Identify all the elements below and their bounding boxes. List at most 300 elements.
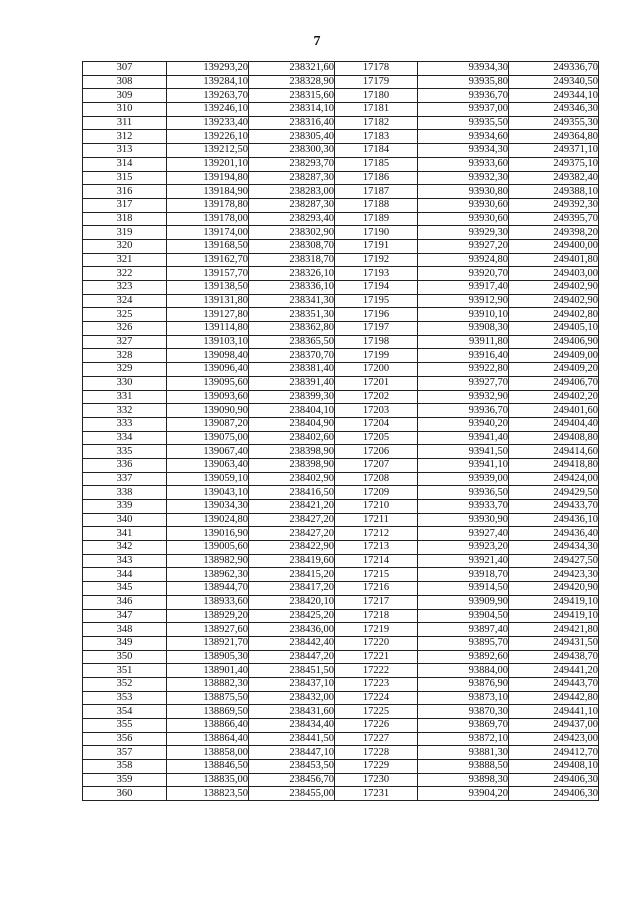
coord-y-b-cell: 249442,80 xyxy=(509,691,599,705)
point-number-b-cell: 17206 xyxy=(335,445,418,459)
point-number-b-cell: 17215 xyxy=(335,568,418,582)
coord-y-a-cell: 238432,00 xyxy=(249,691,335,705)
point-number-b-cell: 17197 xyxy=(335,322,418,336)
point-number-a-cell: 317 xyxy=(83,198,167,212)
table-row xyxy=(83,527,599,541)
coord-x-b-cell: 93904,50 xyxy=(418,609,509,623)
coord-y-a-cell: 238321,60 xyxy=(249,62,335,76)
point-number-b-cell: 17219 xyxy=(335,623,418,637)
coord-x-a-cell: 139098,40 xyxy=(167,349,249,363)
coord-x-b-cell: 93884,00 xyxy=(418,664,509,678)
point-number-a-cell: 322 xyxy=(83,267,167,281)
point-number-a-cell: 344 xyxy=(83,568,167,582)
table-row xyxy=(83,281,599,295)
coord-y-a-cell: 238362,80 xyxy=(249,322,335,336)
point-number-a-cell: 316 xyxy=(83,185,167,199)
point-number-b-cell: 17204 xyxy=(335,417,418,431)
table-row xyxy=(83,363,599,377)
coord-x-a-cell: 138858,00 xyxy=(167,746,249,760)
point-number-b-cell: 17187 xyxy=(335,185,418,199)
point-number-a-cell: 336 xyxy=(83,458,167,472)
coord-y-a-cell: 238293,70 xyxy=(249,157,335,171)
coord-x-b-cell: 93937,00 xyxy=(418,103,509,117)
coord-x-a-cell: 139095,60 xyxy=(167,376,249,390)
point-number-b-cell: 17200 xyxy=(335,363,418,377)
coord-x-b-cell: 93935,50 xyxy=(418,116,509,130)
coord-x-a-cell: 139114,80 xyxy=(167,322,249,336)
coord-x-a-cell: 138835,00 xyxy=(167,773,249,787)
coord-x-a-cell: 138927,60 xyxy=(167,623,249,637)
table-row xyxy=(83,226,599,240)
coord-y-a-cell: 238302,90 xyxy=(249,226,335,240)
point-number-a-cell: 355 xyxy=(83,719,167,733)
coord-y-a-cell: 238416,50 xyxy=(249,486,335,500)
coord-x-b-cell: 93888,50 xyxy=(418,760,509,774)
coord-y-b-cell: 249438,70 xyxy=(509,650,599,664)
coord-x-b-cell: 93930,80 xyxy=(418,185,509,199)
point-number-a-cell: 339 xyxy=(83,500,167,514)
coord-x-b-cell: 93927,20 xyxy=(418,239,509,253)
table-row xyxy=(83,116,599,130)
table-row xyxy=(83,404,599,418)
coord-x-a-cell: 139178,80 xyxy=(167,198,249,212)
coord-y-b-cell: 249423,00 xyxy=(509,732,599,746)
table-row xyxy=(83,445,599,459)
coord-x-b-cell: 93897,40 xyxy=(418,623,509,637)
point-number-a-cell: 357 xyxy=(83,746,167,760)
table-row xyxy=(83,664,599,678)
point-number-a-cell: 349 xyxy=(83,636,167,650)
coord-y-b-cell: 249388,10 xyxy=(509,185,599,199)
coord-x-b-cell: 93934,30 xyxy=(418,62,509,76)
coord-y-b-cell: 249433,70 xyxy=(509,500,599,514)
coord-x-a-cell: 138882,30 xyxy=(167,677,249,691)
coord-x-b-cell: 93914,50 xyxy=(418,582,509,596)
coord-y-b-cell: 249344,10 xyxy=(509,89,599,103)
coord-y-a-cell: 238370,70 xyxy=(249,349,335,363)
point-number-a-cell: 356 xyxy=(83,732,167,746)
coord-x-a-cell: 138823,50 xyxy=(167,787,249,801)
coord-y-b-cell: 249409,00 xyxy=(509,349,599,363)
point-number-a-cell: 330 xyxy=(83,376,167,390)
table-row xyxy=(83,746,599,760)
table-row xyxy=(83,677,599,691)
point-number-b-cell: 17216 xyxy=(335,582,418,596)
point-number-a-cell: 335 xyxy=(83,445,167,459)
coord-y-b-cell: 249436,40 xyxy=(509,527,599,541)
table-row xyxy=(83,636,599,650)
table-row xyxy=(83,89,599,103)
point-number-a-cell: 332 xyxy=(83,404,167,418)
coord-y-a-cell: 238451,50 xyxy=(249,664,335,678)
coord-y-b-cell: 249403,00 xyxy=(509,267,599,281)
coord-y-a-cell: 238391,40 xyxy=(249,376,335,390)
table-row xyxy=(83,554,599,568)
point-number-b-cell: 17185 xyxy=(335,157,418,171)
coord-y-b-cell: 249423,30 xyxy=(509,568,599,582)
point-number-b-cell: 17222 xyxy=(335,664,418,678)
coord-x-b-cell: 93869,70 xyxy=(418,719,509,733)
coord-x-a-cell: 139093,60 xyxy=(167,390,249,404)
coord-x-a-cell: 139103,10 xyxy=(167,335,249,349)
coord-y-b-cell: 249421,80 xyxy=(509,623,599,637)
coord-x-b-cell: 93909,90 xyxy=(418,595,509,609)
point-number-b-cell: 17195 xyxy=(335,294,418,308)
point-number-b-cell: 17201 xyxy=(335,376,418,390)
point-number-a-cell: 309 xyxy=(83,89,167,103)
coord-x-a-cell: 138901,40 xyxy=(167,664,249,678)
coord-x-b-cell: 93898,30 xyxy=(418,773,509,787)
point-number-a-cell: 341 xyxy=(83,527,167,541)
coord-y-a-cell: 238425,20 xyxy=(249,609,335,623)
coord-x-a-cell: 138864,40 xyxy=(167,732,249,746)
coord-y-b-cell: 249402,20 xyxy=(509,390,599,404)
table-row xyxy=(83,130,599,144)
table-row xyxy=(83,705,599,719)
table-row xyxy=(83,732,599,746)
coord-y-a-cell: 238300,30 xyxy=(249,144,335,158)
coord-x-b-cell: 93940,20 xyxy=(418,417,509,431)
point-number-b-cell: 17227 xyxy=(335,732,418,746)
point-number-a-cell: 347 xyxy=(83,609,167,623)
coord-y-b-cell: 249420,90 xyxy=(509,582,599,596)
coord-x-b-cell: 93892,60 xyxy=(418,650,509,664)
coord-x-b-cell: 93873,10 xyxy=(418,691,509,705)
coord-x-b-cell: 93910,10 xyxy=(418,308,509,322)
coord-x-a-cell: 138846,50 xyxy=(167,760,249,774)
point-number-b-cell: 17218 xyxy=(335,609,418,623)
coord-y-b-cell: 249429,50 xyxy=(509,486,599,500)
point-number-a-cell: 334 xyxy=(83,431,167,445)
point-number-b-cell: 17231 xyxy=(335,787,418,801)
point-number-b-cell: 17182 xyxy=(335,116,418,130)
coord-x-b-cell: 93895,70 xyxy=(418,636,509,650)
coord-y-a-cell: 238399,30 xyxy=(249,390,335,404)
point-number-b-cell: 17224 xyxy=(335,691,418,705)
table-row xyxy=(83,390,599,404)
coord-y-a-cell: 238437,10 xyxy=(249,677,335,691)
coord-x-a-cell: 138962,30 xyxy=(167,568,249,582)
table-row xyxy=(83,294,599,308)
coord-y-b-cell: 249427,50 xyxy=(509,554,599,568)
coord-y-b-cell: 249408,10 xyxy=(509,760,599,774)
point-number-a-cell: 307 xyxy=(83,62,167,76)
table-row xyxy=(83,308,599,322)
table-row xyxy=(83,431,599,445)
coord-y-a-cell: 238308,70 xyxy=(249,239,335,253)
table-row xyxy=(83,541,599,555)
point-number-b-cell: 17193 xyxy=(335,267,418,281)
coord-y-b-cell: 249408,80 xyxy=(509,431,599,445)
coord-y-a-cell: 238419,60 xyxy=(249,554,335,568)
point-number-a-cell: 310 xyxy=(83,103,167,117)
coord-y-a-cell: 238365,50 xyxy=(249,335,335,349)
coord-y-a-cell: 238441,50 xyxy=(249,732,335,746)
coord-y-b-cell: 249441,10 xyxy=(509,705,599,719)
coord-x-b-cell: 93941,50 xyxy=(418,445,509,459)
coord-x-b-cell: 93923,20 xyxy=(418,541,509,555)
coord-y-b-cell: 249434,30 xyxy=(509,541,599,555)
coord-x-b-cell: 93930,60 xyxy=(418,198,509,212)
coord-x-a-cell: 139043,10 xyxy=(167,486,249,500)
point-number-a-cell: 354 xyxy=(83,705,167,719)
coord-x-a-cell: 139233,40 xyxy=(167,116,249,130)
coord-y-a-cell: 238305,40 xyxy=(249,130,335,144)
coord-x-b-cell: 93927,70 xyxy=(418,376,509,390)
coord-x-b-cell: 93920,70 xyxy=(418,267,509,281)
coord-x-b-cell: 93932,30 xyxy=(418,171,509,185)
point-number-b-cell: 17207 xyxy=(335,458,418,472)
coord-x-b-cell: 93876,90 xyxy=(418,677,509,691)
coord-y-b-cell: 249414,60 xyxy=(509,445,599,459)
table-row xyxy=(83,472,599,486)
coord-x-b-cell: 93908,30 xyxy=(418,322,509,336)
coord-x-b-cell: 93933,60 xyxy=(418,157,509,171)
point-number-a-cell: 314 xyxy=(83,157,167,171)
point-number-b-cell: 17199 xyxy=(335,349,418,363)
coord-y-a-cell: 238453,50 xyxy=(249,760,335,774)
table-row xyxy=(83,198,599,212)
coord-y-a-cell: 238316,40 xyxy=(249,116,335,130)
coord-y-a-cell: 238314,10 xyxy=(249,103,335,117)
coord-x-a-cell: 139016,90 xyxy=(167,527,249,541)
coord-y-a-cell: 238447,10 xyxy=(249,746,335,760)
point-number-b-cell: 17230 xyxy=(335,773,418,787)
point-number-b-cell: 17180 xyxy=(335,89,418,103)
point-number-b-cell: 17220 xyxy=(335,636,418,650)
coord-x-a-cell: 138905,30 xyxy=(167,650,249,664)
coord-x-b-cell: 93936,50 xyxy=(418,486,509,500)
point-number-a-cell: 348 xyxy=(83,623,167,637)
point-number-b-cell: 17208 xyxy=(335,472,418,486)
coord-y-b-cell: 249406,70 xyxy=(509,376,599,390)
point-number-b-cell: 17184 xyxy=(335,144,418,158)
coord-x-b-cell: 93934,60 xyxy=(418,130,509,144)
table-row xyxy=(83,773,599,787)
coord-y-a-cell: 238398,90 xyxy=(249,458,335,472)
coord-y-a-cell: 238415,20 xyxy=(249,568,335,582)
point-number-b-cell: 17198 xyxy=(335,335,418,349)
coord-x-a-cell: 138921,70 xyxy=(167,636,249,650)
coord-x-b-cell: 93917,40 xyxy=(418,281,509,295)
point-number-a-cell: 311 xyxy=(83,116,167,130)
coord-x-b-cell: 93930,60 xyxy=(418,212,509,226)
table-row xyxy=(83,157,599,171)
point-number-a-cell: 320 xyxy=(83,239,167,253)
coord-y-a-cell: 238421,20 xyxy=(249,500,335,514)
table-row xyxy=(83,335,599,349)
coord-y-b-cell: 249375,10 xyxy=(509,157,599,171)
coord-x-b-cell: 93916,40 xyxy=(418,349,509,363)
coord-x-a-cell: 139174,00 xyxy=(167,226,249,240)
table-row xyxy=(83,322,599,336)
point-number-b-cell: 17223 xyxy=(335,677,418,691)
coord-x-b-cell: 93922,80 xyxy=(418,363,509,377)
coord-y-a-cell: 238293,40 xyxy=(249,212,335,226)
coord-x-a-cell: 139284,10 xyxy=(167,75,249,89)
point-number-a-cell: 325 xyxy=(83,308,167,322)
point-number-b-cell: 17179 xyxy=(335,75,418,89)
point-number-a-cell: 342 xyxy=(83,541,167,555)
table-row xyxy=(83,486,599,500)
coord-y-b-cell: 249436,10 xyxy=(509,513,599,527)
coord-x-a-cell: 139075,00 xyxy=(167,431,249,445)
point-number-a-cell: 351 xyxy=(83,664,167,678)
point-number-b-cell: 17189 xyxy=(335,212,418,226)
coord-y-a-cell: 238422,90 xyxy=(249,541,335,555)
coord-y-b-cell: 249395,70 xyxy=(509,212,599,226)
coord-y-a-cell: 238455,00 xyxy=(249,787,335,801)
point-number-a-cell: 333 xyxy=(83,417,167,431)
coord-y-b-cell: 249441,20 xyxy=(509,664,599,678)
point-number-a-cell: 312 xyxy=(83,130,167,144)
coord-y-b-cell: 249392,30 xyxy=(509,198,599,212)
table-row xyxy=(83,458,599,472)
coord-x-b-cell: 93941,40 xyxy=(418,431,509,445)
table-row xyxy=(83,691,599,705)
coord-x-a-cell: 139263,70 xyxy=(167,89,249,103)
coord-y-a-cell: 238328,90 xyxy=(249,75,335,89)
point-number-a-cell: 315 xyxy=(83,171,167,185)
table-row xyxy=(83,239,599,253)
coord-x-a-cell: 138944,70 xyxy=(167,582,249,596)
coord-y-a-cell: 238341,30 xyxy=(249,294,335,308)
table-row xyxy=(83,760,599,774)
coord-x-a-cell: 138933,60 xyxy=(167,595,249,609)
coord-y-b-cell: 249412,70 xyxy=(509,746,599,760)
point-number-a-cell: 338 xyxy=(83,486,167,500)
coord-x-b-cell: 93936,70 xyxy=(418,404,509,418)
coord-y-a-cell: 238427,20 xyxy=(249,527,335,541)
point-number-a-cell: 323 xyxy=(83,281,167,295)
coord-y-a-cell: 238351,30 xyxy=(249,308,335,322)
point-number-a-cell: 319 xyxy=(83,226,167,240)
coord-y-b-cell: 249419,10 xyxy=(509,609,599,623)
point-number-b-cell: 17205 xyxy=(335,431,418,445)
point-number-b-cell: 17213 xyxy=(335,541,418,555)
table-row xyxy=(83,349,599,363)
point-number-b-cell: 17214 xyxy=(335,554,418,568)
point-number-a-cell: 358 xyxy=(83,760,167,774)
coord-y-a-cell: 238326,10 xyxy=(249,267,335,281)
coord-x-a-cell: 139246,10 xyxy=(167,103,249,117)
table-row xyxy=(83,144,599,158)
coord-x-a-cell: 139212,50 xyxy=(167,144,249,158)
coord-y-b-cell: 249401,80 xyxy=(509,253,599,267)
coord-x-a-cell: 138929,20 xyxy=(167,609,249,623)
coord-x-a-cell: 139194,80 xyxy=(167,171,249,185)
point-number-b-cell: 17228 xyxy=(335,746,418,760)
table-row xyxy=(83,500,599,514)
coord-x-b-cell: 93936,70 xyxy=(418,89,509,103)
coord-y-a-cell: 238287,30 xyxy=(249,171,335,185)
table-row xyxy=(83,609,599,623)
coord-x-a-cell: 139096,40 xyxy=(167,363,249,377)
coord-y-b-cell: 249406,90 xyxy=(509,335,599,349)
point-number-b-cell: 17192 xyxy=(335,253,418,267)
table-row xyxy=(83,568,599,582)
coord-x-b-cell: 93932,90 xyxy=(418,390,509,404)
coord-x-a-cell: 139087,20 xyxy=(167,417,249,431)
coord-y-b-cell: 249364,80 xyxy=(509,130,599,144)
point-number-a-cell: 321 xyxy=(83,253,167,267)
table-row xyxy=(83,376,599,390)
table-row xyxy=(83,719,599,733)
point-number-b-cell: 17229 xyxy=(335,760,418,774)
point-number-b-cell: 17226 xyxy=(335,719,418,733)
coord-x-b-cell: 93929,30 xyxy=(418,226,509,240)
coord-y-b-cell: 249371,10 xyxy=(509,144,599,158)
table-row xyxy=(83,212,599,226)
coord-y-b-cell: 249419,10 xyxy=(509,595,599,609)
coord-y-b-cell: 249402,90 xyxy=(509,294,599,308)
point-number-b-cell: 17225 xyxy=(335,705,418,719)
point-number-a-cell: 313 xyxy=(83,144,167,158)
coord-y-a-cell: 238404,10 xyxy=(249,404,335,418)
coord-y-b-cell: 249340,50 xyxy=(509,75,599,89)
table-row xyxy=(83,417,599,431)
coord-x-b-cell: 93927,40 xyxy=(418,527,509,541)
table-row xyxy=(83,185,599,199)
coord-x-b-cell: 93941,10 xyxy=(418,458,509,472)
coord-y-a-cell: 238402,90 xyxy=(249,472,335,486)
point-number-a-cell: 331 xyxy=(83,390,167,404)
point-number-b-cell: 17188 xyxy=(335,198,418,212)
coord-y-b-cell: 249346,30 xyxy=(509,103,599,117)
point-number-a-cell: 328 xyxy=(83,349,167,363)
coord-x-a-cell: 139178,00 xyxy=(167,212,249,226)
coord-y-a-cell: 238434,40 xyxy=(249,719,335,733)
table-row xyxy=(83,623,599,637)
coord-y-b-cell: 249405,10 xyxy=(509,322,599,336)
coord-x-b-cell: 93934,30 xyxy=(418,144,509,158)
coord-y-b-cell: 249398,20 xyxy=(509,226,599,240)
coord-y-b-cell: 249355,30 xyxy=(509,116,599,130)
coord-y-a-cell: 238456,70 xyxy=(249,773,335,787)
coord-x-a-cell: 139293,20 xyxy=(167,62,249,76)
coord-y-b-cell: 249406,30 xyxy=(509,773,599,787)
point-number-b-cell: 17194 xyxy=(335,281,418,295)
point-number-b-cell: 17186 xyxy=(335,171,418,185)
coord-x-a-cell: 139138,50 xyxy=(167,281,249,295)
coordinates-table xyxy=(82,61,599,801)
point-number-b-cell: 17209 xyxy=(335,486,418,500)
point-number-b-cell: 17181 xyxy=(335,103,418,117)
coord-y-b-cell: 249424,00 xyxy=(509,472,599,486)
coord-x-b-cell: 93870,30 xyxy=(418,705,509,719)
coord-x-a-cell: 139090,90 xyxy=(167,404,249,418)
table-row xyxy=(83,62,599,76)
page-number: 7 xyxy=(313,34,321,49)
coord-x-a-cell: 139059,10 xyxy=(167,472,249,486)
coord-x-b-cell: 93918,70 xyxy=(418,568,509,582)
point-number-a-cell: 337 xyxy=(83,472,167,486)
point-number-a-cell: 324 xyxy=(83,294,167,308)
coord-x-b-cell: 93881,30 xyxy=(418,746,509,760)
coord-x-a-cell: 138869,50 xyxy=(167,705,249,719)
coord-y-a-cell: 238398,90 xyxy=(249,445,335,459)
coord-x-b-cell: 93904,20 xyxy=(418,787,509,801)
coord-x-b-cell: 93935,80 xyxy=(418,75,509,89)
coord-y-b-cell: 249402,80 xyxy=(509,308,599,322)
point-number-a-cell: 343 xyxy=(83,554,167,568)
table-row xyxy=(83,103,599,117)
point-number-b-cell: 17191 xyxy=(335,239,418,253)
coord-y-b-cell: 249431,50 xyxy=(509,636,599,650)
coordinates-table-body xyxy=(83,62,599,801)
coord-y-b-cell: 249404,40 xyxy=(509,417,599,431)
point-number-b-cell: 17217 xyxy=(335,595,418,609)
